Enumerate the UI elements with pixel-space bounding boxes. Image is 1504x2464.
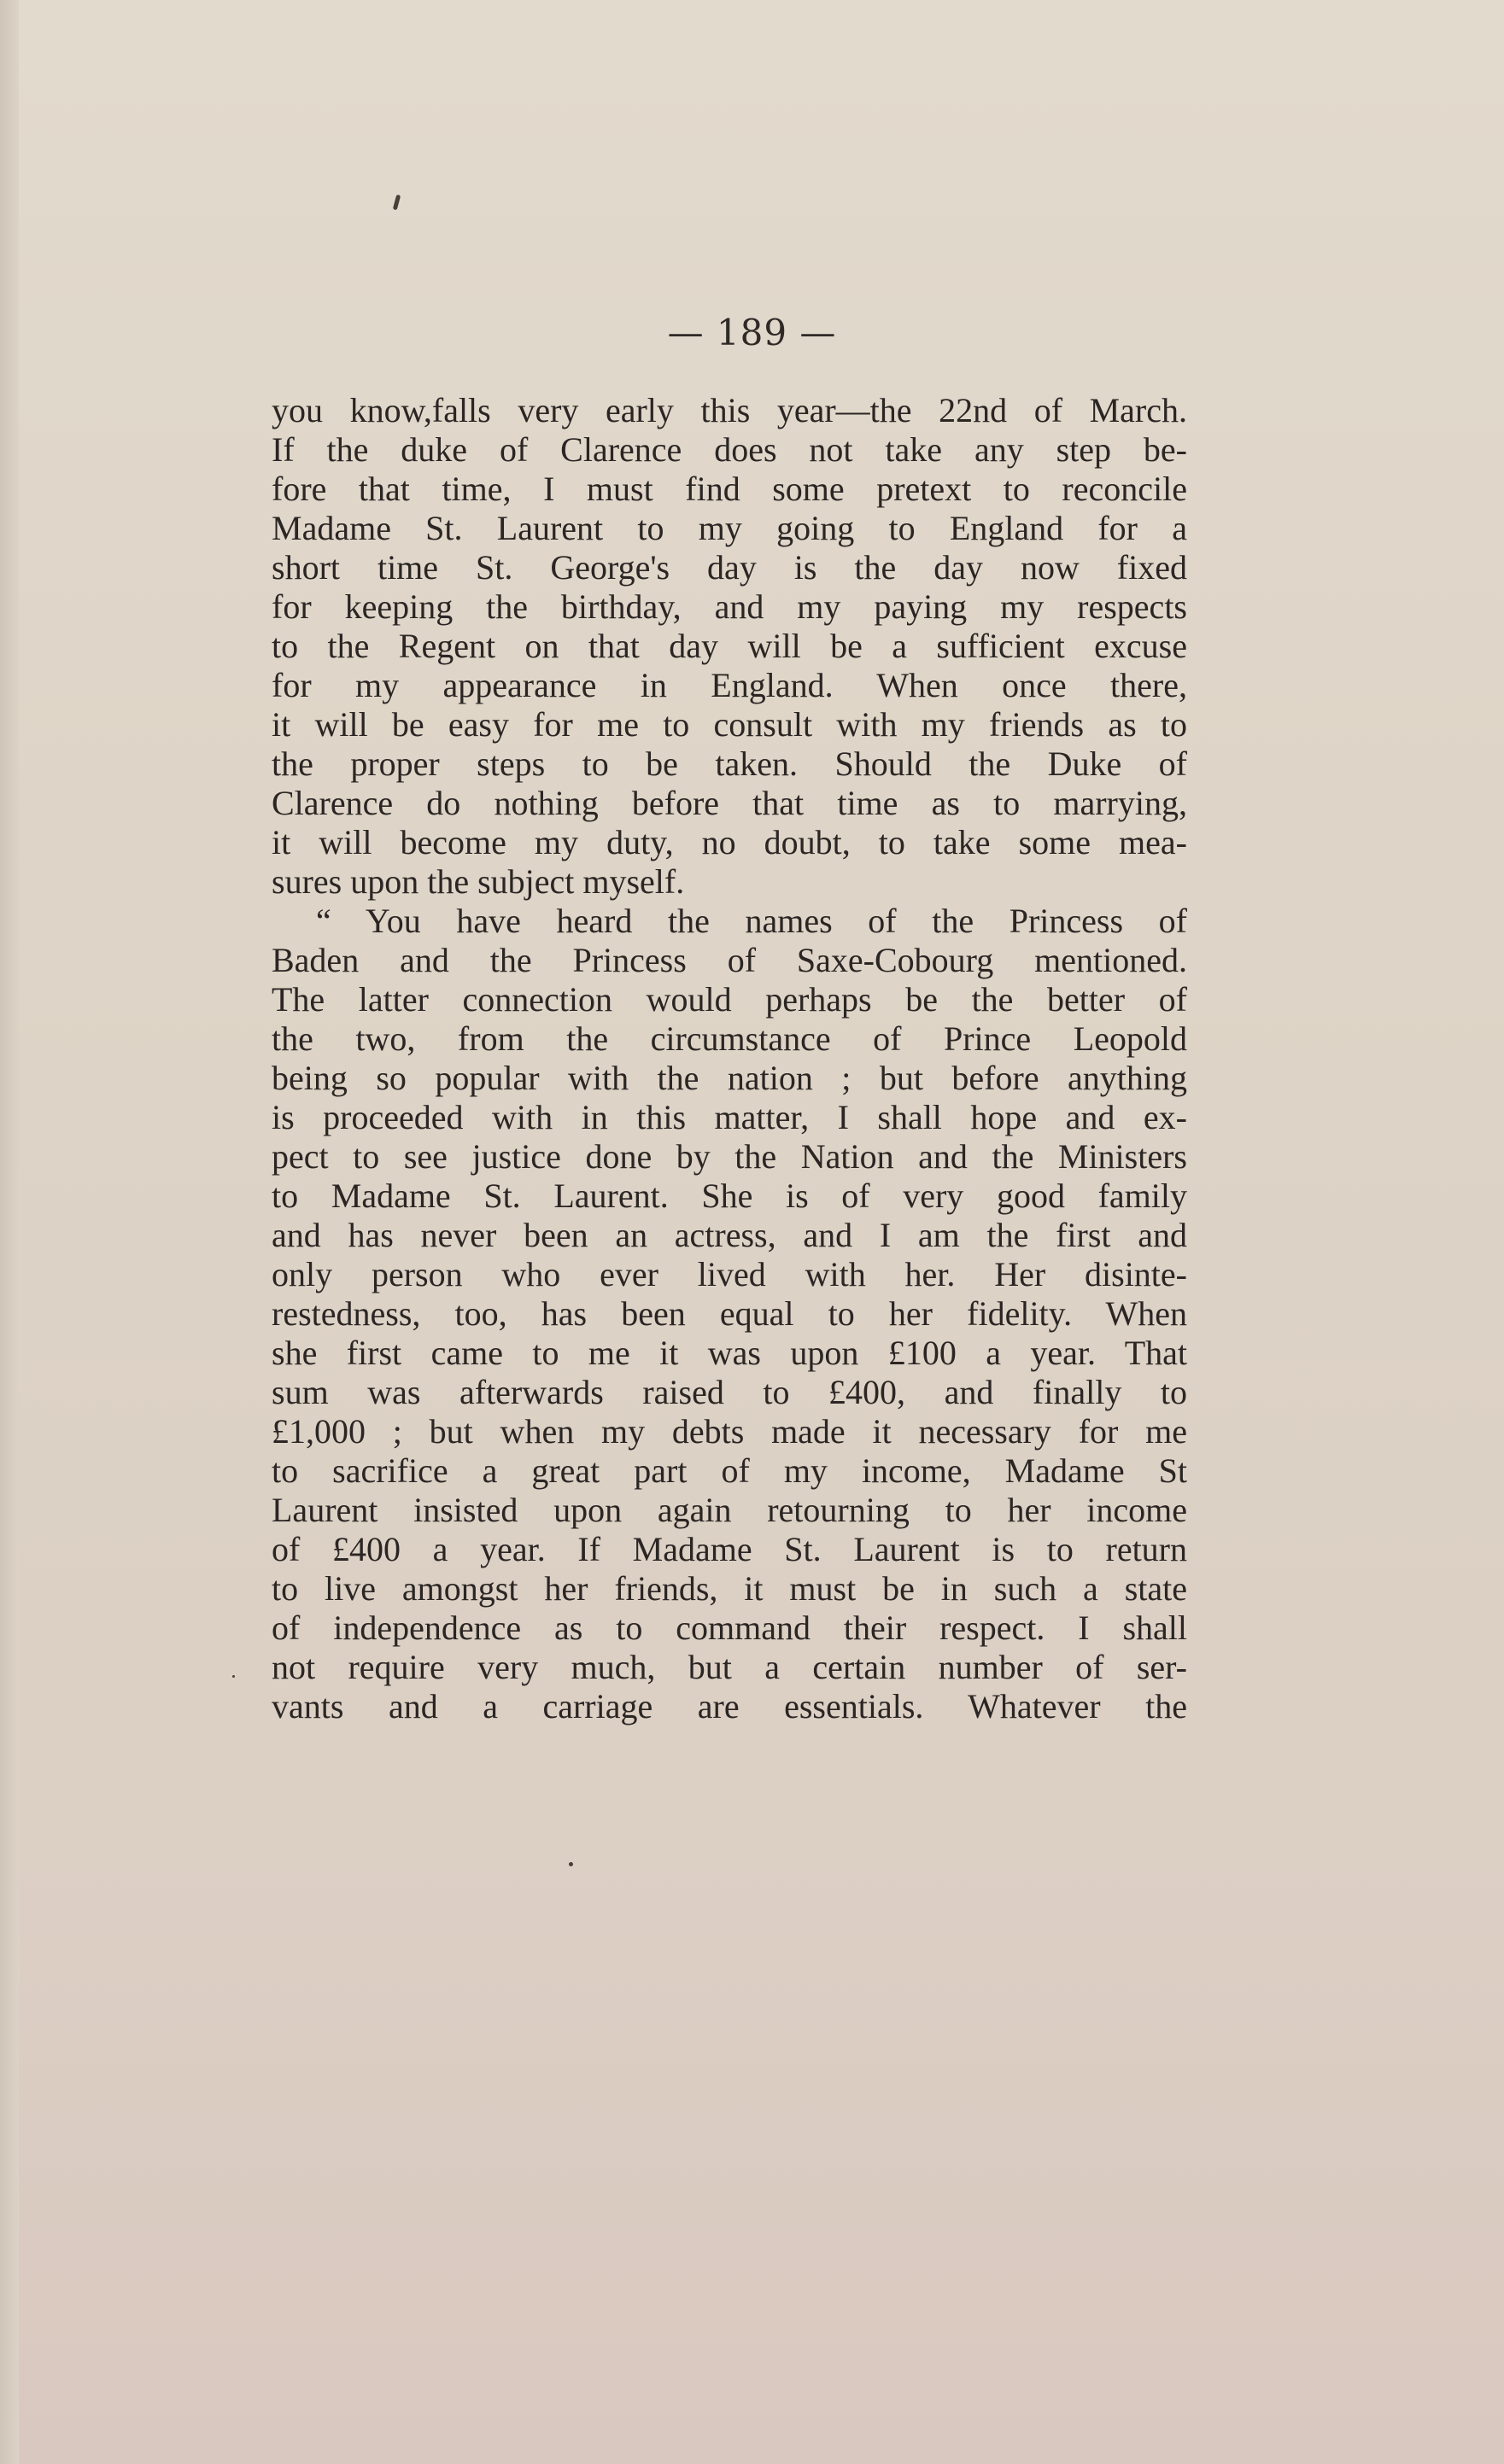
- text-line: pect to see justice done by the Nation and the Ministers: [272, 1137, 1187, 1176]
- text-line: [272, 1726, 1187, 1766]
- text-line: of independence as to command their respect. I shall: [272, 1609, 1187, 1647]
- body-text: [272, 391, 1187, 1883]
- text-line: only person who ever lived with her. Her disinte-: [272, 1255, 1187, 1293]
- text-line: she first came to me it was upon £100 a year. That: [272, 1334, 1187, 1372]
- text-line: the two, from the circumstance of Prince Leopold: [272, 1019, 1187, 1058]
- text-line: restedness, too, has been equal to her fidelity. When: [272, 1294, 1187, 1333]
- paragraph-1: [272, 391, 1187, 902]
- text-line: [272, 1766, 1187, 1805]
- text-line: Laurent insisted upon again retourning to her income: [272, 1491, 1187, 1529]
- text-line: to the Regent on that day will be a sufficient excuse: [272, 627, 1187, 665]
- paragraph-2: [272, 902, 1187, 1883]
- text-line: it will become my duty, no doubt, to take some mea-: [272, 823, 1187, 861]
- text-line: £1,000 ; but when my debts made it necessary for me: [272, 1412, 1187, 1451]
- text-line: Baden and the Princess of Saxe-Cobourg mentioned.: [272, 941, 1187, 979]
- text-line: being so popular with the nation ; but before anything: [272, 1059, 1187, 1097]
- text-line: for my appearance in England. When once there,: [272, 666, 1187, 704]
- text-line: If the duke of Clarence does not take any step be-: [272, 430, 1187, 469]
- page-edge-shadow: [0, 0, 19, 2464]
- text-line: is proceeded with in this matter, I shall hope and ex-: [272, 1098, 1187, 1136]
- text-line: [272, 1805, 1187, 1844]
- text-line: it will be easy for me to consult with my friends as to: [272, 705, 1187, 744]
- text-line: sures upon the subject myself.: [272, 862, 685, 901]
- text-line: short time St. George's day is the day now fixed: [272, 548, 1187, 587]
- page-number: — 189 —: [667, 312, 837, 353]
- paper-speck: [232, 1675, 235, 1678]
- text-line: [272, 1844, 1187, 1883]
- paper-speck: [393, 195, 401, 211]
- text-line: fore that time, I must find some pretext to reconcile: [272, 470, 1187, 508]
- text-line: to Madame St. Laurent. She is of very good family: [272, 1177, 1187, 1215]
- text-line: sum was afterwards raised to £400, and finally to: [272, 1373, 1187, 1411]
- text-line: vants and a carriage are essentials. Whatever the: [272, 1687, 1187, 1725]
- text-line: “ You have heard the names of the Princess of: [316, 902, 1187, 940]
- text-line: of £400 a year. If Madame St. Laurent is to return: [272, 1530, 1187, 1568]
- text-line: The latter connection would perhaps be the better of: [272, 980, 1187, 1019]
- text-line: you know,falls very early this year—the 22nd of March.: [272, 391, 1187, 429]
- text-line: for keeping the birthday, and my paying my respects: [272, 587, 1187, 626]
- text-line: to live amongst her friends, it must be in such a state: [272, 1569, 1187, 1608]
- text-line: Madame St. Laurent to my going to England for a: [272, 509, 1187, 547]
- text-line: to sacrifice a great part of my income, Madame St: [272, 1451, 1187, 1490]
- paper-speck: [569, 1862, 573, 1866]
- text-line: the proper steps to be taken. Should the Duke of: [272, 744, 1187, 783]
- text-line: and has never been an actress, and I am the first and: [272, 1216, 1187, 1254]
- text-line: Clarence do nothing before that time as to marrying,: [272, 784, 1187, 822]
- text-line: not require very much, but a certain number of ser-: [272, 1648, 1187, 1686]
